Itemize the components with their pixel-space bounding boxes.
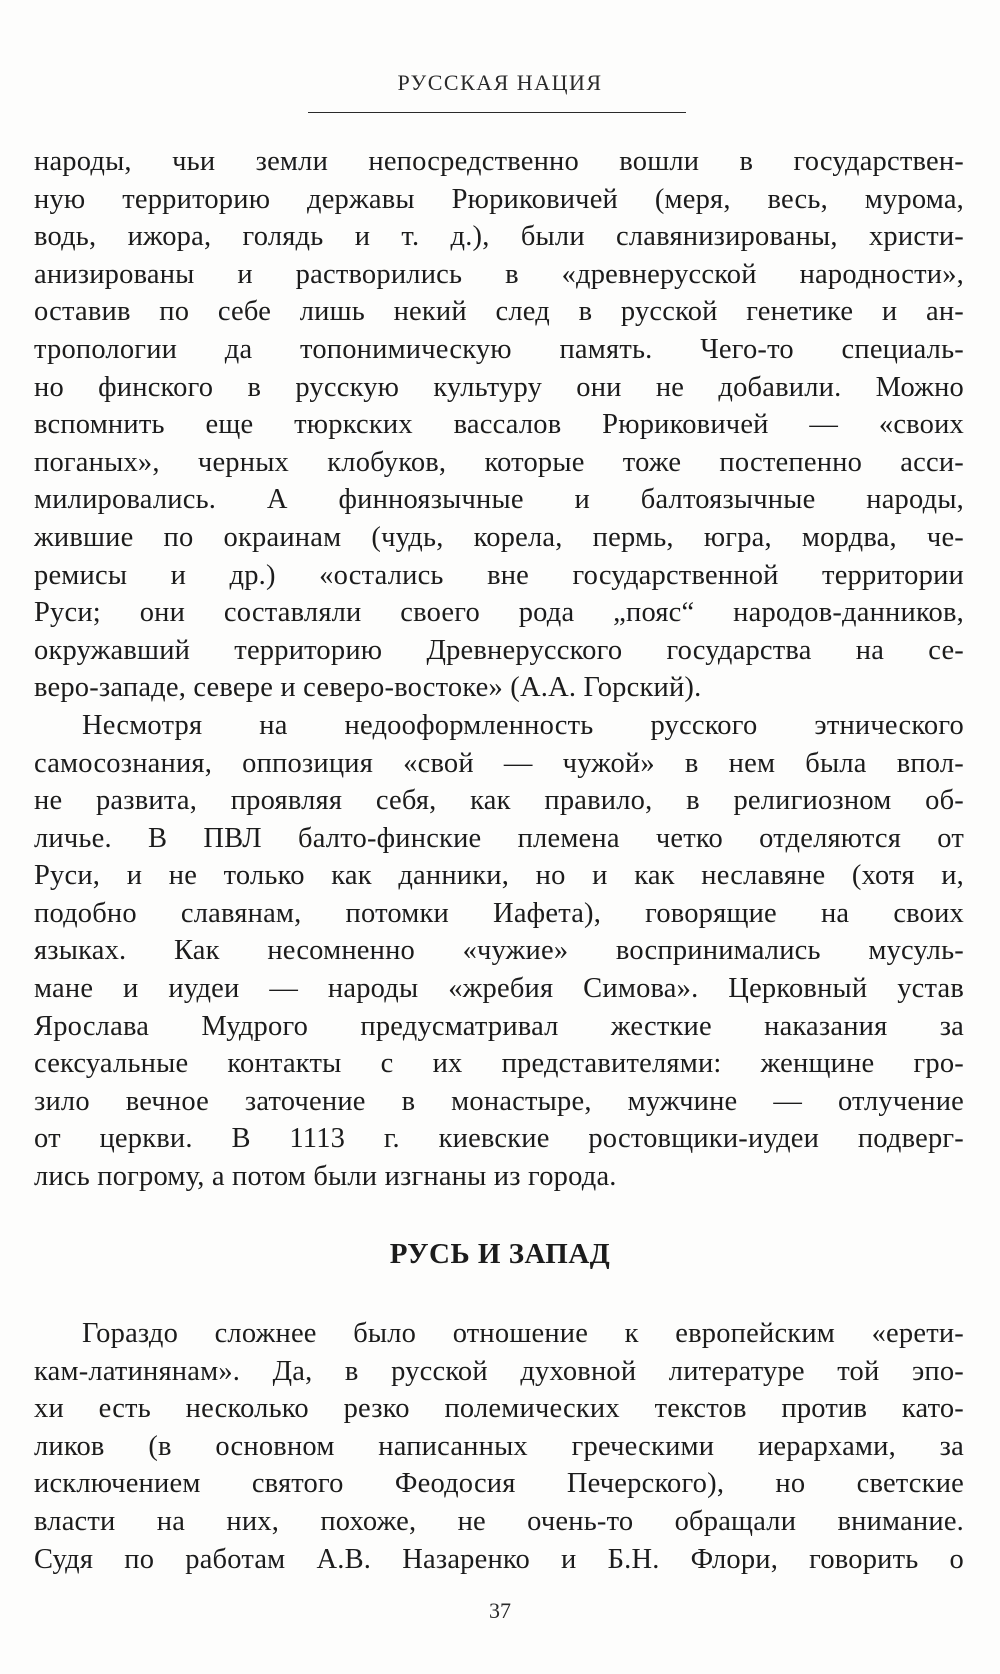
text-line: окружавший территорию Древнерусского государства на се-	[34, 634, 964, 666]
text-line: мане и иудеи — народы «жребия Симова». Церковный устав	[34, 973, 964, 1005]
text-line: ликов (в основном написанных греческими иерархами, за	[34, 1430, 964, 1462]
text-line: от церкви. В 1113 г. киевские ростовщики-иудеи подверг-	[34, 1123, 964, 1155]
paragraph-1	[34, 143, 964, 707]
header-rule	[308, 112, 686, 113]
main-text	[34, 143, 964, 1196]
text-line: поганых», черных клобуков, которые тоже постепенно асси-	[34, 446, 964, 478]
text-line: Судя по работам А.В. Назаренко и Б.Н. Флори, говорить о	[34, 1543, 964, 1575]
text-line: кам-латинянам». Да, в русской духовной литературе той эпо-	[34, 1355, 964, 1387]
text-line: лись погрому, а потом были изгнаны из города.	[34, 1161, 617, 1193]
text-line: языках. Как несомненно «чужие» воспринимались мусуль-	[34, 935, 964, 967]
running-header: РУССКАЯ НАЦИЯ	[397, 70, 603, 95]
page-number: 37	[489, 1598, 511, 1623]
text-line: водь, ижора, голядь и т. д.), были славянизированы, христи-	[34, 221, 964, 253]
text-line: ную территорию державы Рюриковичей (меря, весь, мурома,	[34, 183, 964, 215]
text-line: исключением святого Феодосия Печерского), но светские	[34, 1468, 964, 1500]
text-line: зило вечное заточение в монастыре, мужчине — отлучение	[34, 1085, 964, 1117]
text-line: сексуальные контакты с их представителями: женщине гро-	[34, 1048, 964, 1080]
paragraph-2	[34, 707, 964, 1196]
text-line: Руси; они составляли своего рода „пояс“ народов-данников,	[34, 597, 964, 629]
text-line: хи есть несколько резко полемических текстов против като-	[34, 1393, 964, 1425]
text-line: Несмотря на недооформленность русского этнического	[82, 709, 964, 741]
text-line: Ярослава Мудрого предусматривал жесткие наказания за	[34, 1010, 964, 1042]
text-line: вспомнить еще тюркских вассалов Рюриковичей — «своих	[34, 409, 964, 441]
text-line: ремисы и др.) «остались вне государственной территории	[34, 559, 964, 591]
text-line: веро-западе, севере и северо-востоке» (А.А. Горский).	[34, 672, 702, 704]
text-line: подобно славянам, потомки Иафета), говорящие на своих	[34, 897, 964, 929]
text-line: но финского в русскую культуру они не добавили. Можно	[34, 371, 964, 403]
text-line: Руси, и не только как данники, но и как неславяне (хотя и,	[34, 860, 964, 892]
text-line: Гораздо сложнее было отношение к европейским «ерети-	[82, 1318, 964, 1349]
section-heading: РУСЬ И ЗАПАД	[389, 1238, 611, 1270]
text-line: личье. В ПВЛ балто-финские племена четко отделяются от	[34, 822, 964, 854]
text-line: народы, чьи земли непосредственно вошли в государствен-	[34, 146, 964, 177]
text-line: милировались. А финноязычные и балтоязычные народы,	[34, 484, 964, 516]
text-line: оставив по себе лишь некий след в русской генетике и ан-	[34, 296, 964, 328]
text-line: не развита, проявляя себя, как правило, в религиозном об-	[34, 785, 964, 817]
text-line: тропологии да топонимическую память. Чего-то специаль-	[34, 333, 964, 365]
text-line: власти на них, похоже, не очень-то обращали внимание.	[34, 1505, 964, 1537]
text-line: самосознания, оппозиция «свой — чужой» в нем была впол-	[34, 747, 964, 779]
text-line: жившие по окраинам (чудь, корела, пермь, югра, мордва, че-	[34, 521, 964, 553]
text-line: анизированы и растворились в «древнерусской народности»,	[34, 258, 964, 290]
section-paragraph	[34, 1315, 964, 1578]
